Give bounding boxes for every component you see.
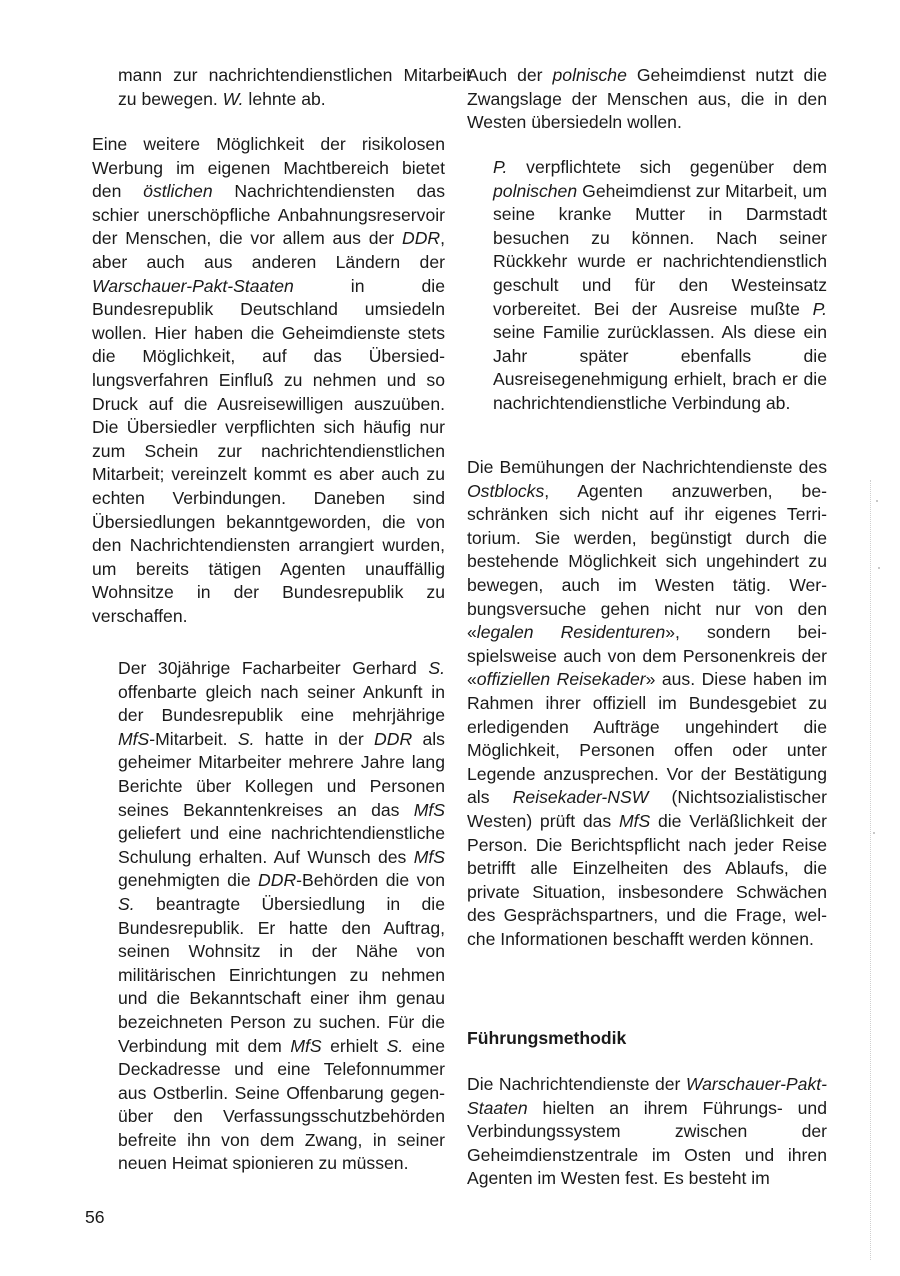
page-number: 56 (85, 1207, 105, 1227)
section-heading: Führungsmethodik (467, 1028, 627, 1048)
scan-margin-artifact (870, 480, 871, 1260)
right-paragraph-1: Auch der polnische Geheimdienst nutzt die Zwangslage der Menschen aus, die in den Westen übersiedeln wollen. (467, 65, 827, 133)
scan-speck (878, 567, 880, 569)
left-paragraph-1: mann zur nachrichtendienstlichen Mitarbeit zu bewegen. W. lehnte ab. (118, 65, 471, 109)
scan-speck (873, 832, 875, 834)
left-paragraph-2: Eine weitere Möglichkeit der risikolosen Werbung im eigenen Machtbereich bietet den östlichen Nachrichtendiensten das schier unerschöpfliche Anbahnungsreservoir der Menschen, die vor allem aus der DDR, aber auch aus anderen Ländern der Warschauer-Pakt-Staaten in die Bundesrepublik Deutschland umsiedeln wollen. Hier haben die Geheimdienste stets die Möglichkeit, auf das Übersiedlungsverfahren Einfluß zu nehmen und so Druck auf die Ausreisewilligen auszuüben. Die Übersiedler verpflichten sich häufig nur zum Schein zur nachrichtendienstlichen Mitarbeit; vereinzelt kommt es aber auch zu echten Verbindungen. Daneben sind Übersiedlungen bekanntgeworden, die von den Nachrichtendiensten arrangiert wurden, um bereits tätigen Agenten unauffällig Wohnsitze in der Bundesrepublik zu verschaffen. (92, 134, 445, 626)
scan-speck (876, 500, 878, 502)
left-paragraph-example-gerhard: Der 30jährige Facharbeiter Gerhard S. offenbarte gleich nach seiner Ankunft in der Bundesrepublik eine mehrjährige MfS-Mitarbeit. S. hatte in der DDR als geheimer Mitarbeiter mehrere Jahre lang Berichte über Kollegen und Personen seines Bekanntenkreises an das MfS geliefert und eine nachrichtendienstliche Schulung erhalten. Auf Wunsch des MfS genehmigten die DDR-Behörden die von S. beantragte Übersiedlung in die Bundesrepublik. Er hatte den Auftrag, seinen Wohnsitz in der Nähe von militärischen Einrichtungen zu nehmen und die Bekanntschaft einer ihm genau bezeichneten Person zu suchen. Für die Verbindung mit dem MfS erhielt S. eine Deckadresse und eine Telefonnummer aus Ostberlin. Seine Offenbarung gegenüber den Verfassungsschutzbehörden befreite ihn von dem Zwang, in seiner neuen Heimat spionieren zu müssen. (118, 658, 445, 1174)
right-paragraph-3: Die Bemühungen der Nachrichtendienste des Ostblocks, Agenten anzuwerben, beschränken sich nicht auf ihr eigenes Territorium. Sie werden, begünstigt durch die bestehende Möglichkeit sich ungehindert zu bewegen, auch im Westen tätig. Werbungsversuche gehen nicht nur von den «legalen Residenturen», sondern beispielsweise auch von dem Personenkreis der «offiziellen Reisekader» aus. Diese haben im Rahmen ihrer offiziell im Bundesgebiet zu erledigenden Aufträge ungehindert die Möglichkeit, Personen offen oder unter Legende anzusprechen. Vor der Bestätigung als Reisekader-NSW (Nichtsozialistischer Westen) prüft das MfS die Verläßlichkeit der Person. Die Berichtspflicht nach jeder Reise betrifft alle Einzelheiten des Ablaufs, die private Situation, insbesondere Schwächen des Gesprächspartners, und die Frage, welche Informationen beschafft werden können. (467, 457, 827, 949)
right-paragraph-example-p: P. verpflichtete sich gegenüber dem polnischen Geheimdienst zur Mitarbeit, um seine kranke Mutter in Darmstadt besuchen zu können. Nach seiner Rückkehr wurde er nachrichtendienstlich geschult und für den Westeinsatz vorbereitet. Bei der Ausreise mußte P. seine Familie zurücklassen. Als diese ein Jahr später ebenfalls die Ausreisegenehmigung erhielt, brach er die nachrichtendienstliche Verbindung ab. (493, 157, 827, 413)
right-paragraph-4: Die Nachrichtendienste der Warschauer-Pakt-Staaten hielten an ihrem Führungs- und Verbindungssystem zwischen der Geheimdienstzentrale im Osten und ihren Agenten im Westen fest. Es besteht im (467, 1074, 827, 1189)
